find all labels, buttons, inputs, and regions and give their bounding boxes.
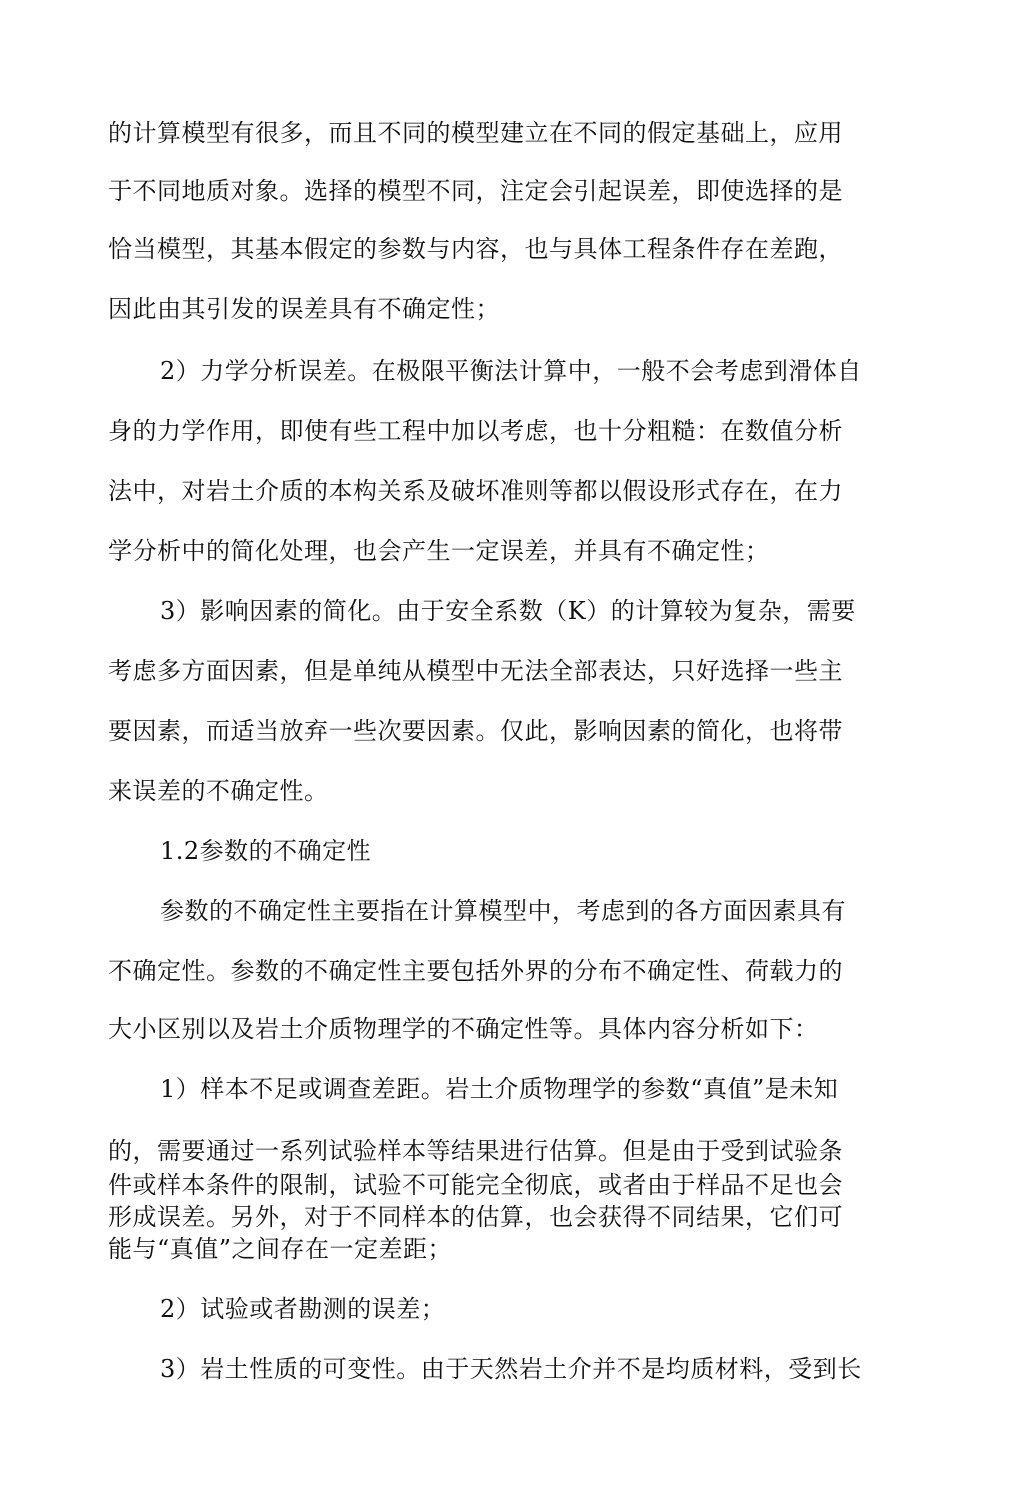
list-item-text-line: 3）岩土性质的可变性。由于天然岩土介并不是均质材料，受到长 — [160, 1355, 862, 1383]
text-line: 不确定性。参数的不确定性主要包括外界的分布不确定性、荷载力的 — [108, 957, 843, 985]
section-heading: 1.2参数的不确定性 — [160, 837, 372, 865]
text-line: 的，需要通过一系列试验样本等结果进行估算。但是由于受到试验条 — [108, 1137, 843, 1165]
text-line: 法中，对岩土介质的本构关系及破坏准则等都以假设形式存在，在力 — [108, 477, 843, 505]
list-item-text-line: 2）力学分析误差。在极限平衡法计算中，一般不会考虑到滑体自 — [160, 357, 862, 385]
text-line: 大小区别以及岩土介质物理学的不确定性等。具体内容分析如下： — [108, 1015, 819, 1043]
text-line: 恰当模型，其基本假定的参数与内容，也与具体工程条件存在差跑， — [108, 235, 843, 263]
text-line: 考虑多方面因素，但是单纯从模型中无法全部表达，只好选择一些主 — [108, 657, 843, 685]
text-line: 身的力学作用，即使有些工程中加以考虑，也十分粗糙：在数值分析 — [108, 417, 843, 445]
text-line: 件或样本条件的限制，试验不可能完全彻底，或者由于样品不足也会 — [108, 1171, 843, 1199]
text-line: 于不同地质对象。选择的模型不同，注定会引起误差，即使选择的是 — [108, 177, 843, 205]
list-item-text-line: 3）影响因素的简化。由于安全系数（K）的计算较为复杂，需要 — [160, 597, 856, 625]
paragraph-first-line: 参数的不确定性主要指在计算模型中，考虑到的各方面因素具有 — [160, 897, 846, 925]
list-item-text-line: 1）样本不足或调查差距。岩土介质物理学的参数“真值”是未知 — [160, 1075, 839, 1103]
text-line: 要因素，而适当放弃一些次要因素。仅此，影响因素的简化，也将带 — [108, 717, 843, 745]
list-item-text-line: 2）试验或者勘测的误差； — [160, 1295, 446, 1323]
text-line: 的计算模型有很多，而且不同的模型建立在不同的假定基础上，应用 — [108, 119, 843, 147]
text-line: 因此由其引发的误差具有不确定性； — [108, 295, 500, 323]
text-line: 能与“真值”之间存在一定差距； — [108, 1235, 453, 1263]
text-line: 来误差的不确定性。 — [108, 777, 329, 805]
text-line: 学分析中的简化处理，也会产生一定误差，并具有不确定性； — [108, 537, 770, 565]
text-line: 形成误差。另外，对于不同样本的估算，也会获得不同结果，它们可 — [108, 1203, 843, 1231]
